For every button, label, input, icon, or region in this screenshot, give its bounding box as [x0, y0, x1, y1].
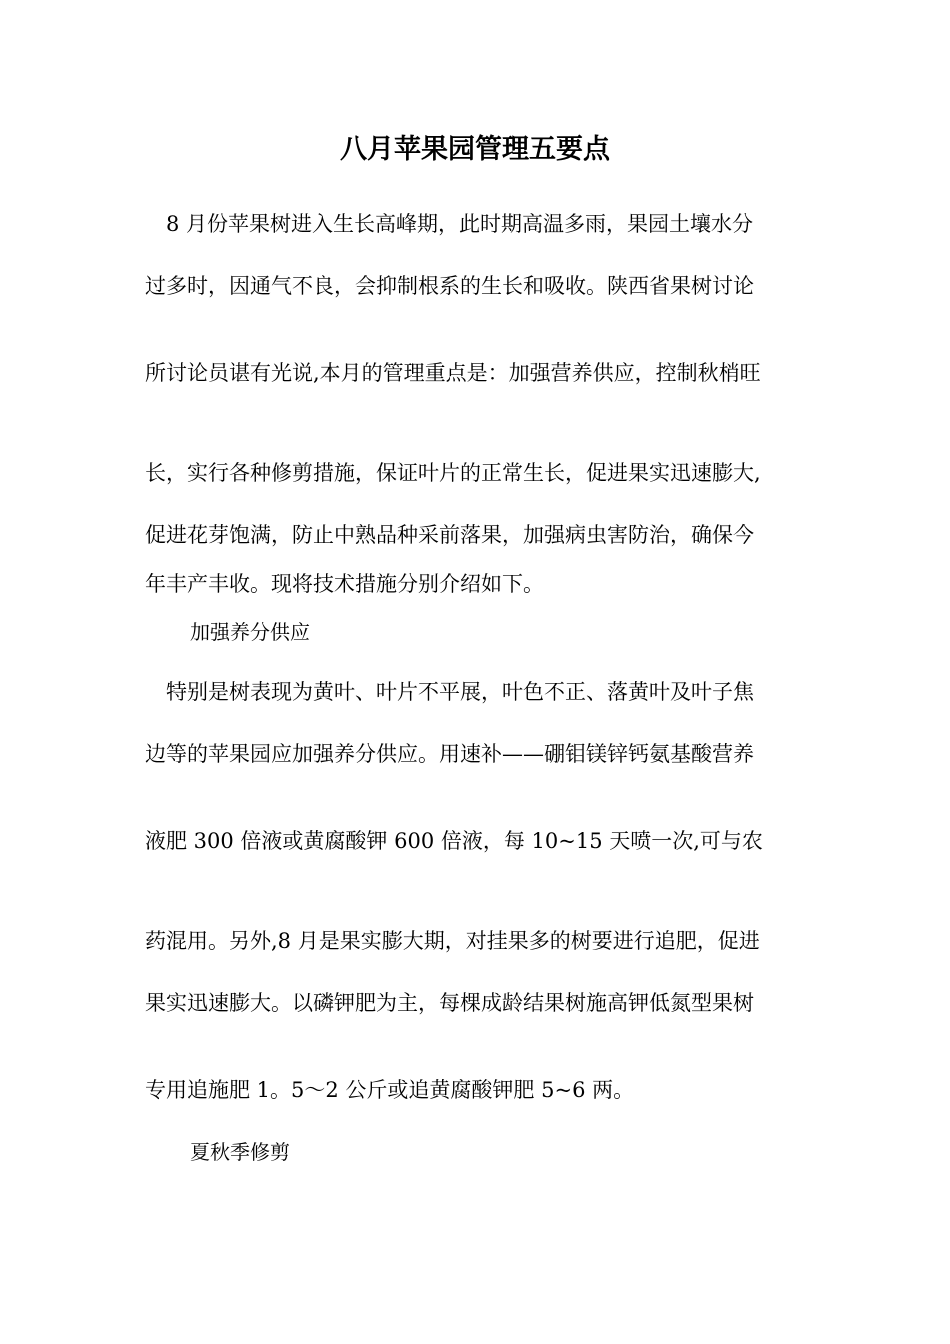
paragraph-line: 年丰产丰收。现将技术措施分别介绍如下。	[145, 572, 544, 596]
section-heading: 夏秋季修剪	[190, 1140, 290, 1164]
paragraph-line: 液肥 300 倍液或黄腐酸钾 600 倍液，每 10~15 天喷一次,可与农	[145, 829, 763, 853]
paragraph-line: 所讨论员谌有光说,本月的管理重点是：加强营养供应，控制秋梢旺	[145, 361, 761, 385]
section-heading: 加强养分供应	[190, 620, 310, 644]
paragraph-line: 药混用。另外,8 月是果实膨大期，对挂果多的树要进行追肥，促进	[145, 929, 760, 953]
paragraph-line: 8 月份苹果树进入生长高峰期，此时期高温多雨，果园土壤水分	[145, 212, 754, 236]
paragraph-line: 果实迅速膨大。以磷钾肥为主，每棵成龄结果树施高钾低氮型果树	[145, 991, 754, 1015]
paragraph-line: 特别是树表现为黄叶、叶片不平展，叶色不正、落黄叶及叶子焦	[145, 680, 754, 704]
paragraph-line: 过多时，因通气不良，会抑制根系的生长和吸收。陕西省果树讨论	[145, 274, 754, 298]
paragraph-line: 长，实行各种修剪措施，保证叶片的正常生长，促进果实迅速膨大,	[145, 461, 761, 485]
paragraph-line: 促进花芽饱满，防止中熟品种采前落果，加强病虫害防治，确保今	[145, 523, 754, 547]
paragraph-line: 专用追施肥 1。5～2 公斤或追黄腐酸钾肥 5~6 两。	[145, 1078, 635, 1102]
paragraph-line: 边等的苹果园应加强养分供应。用速补——硼钼镁锌钙氨基酸营养	[145, 742, 754, 766]
document-title: 八月苹果园管理五要点	[340, 134, 610, 165]
